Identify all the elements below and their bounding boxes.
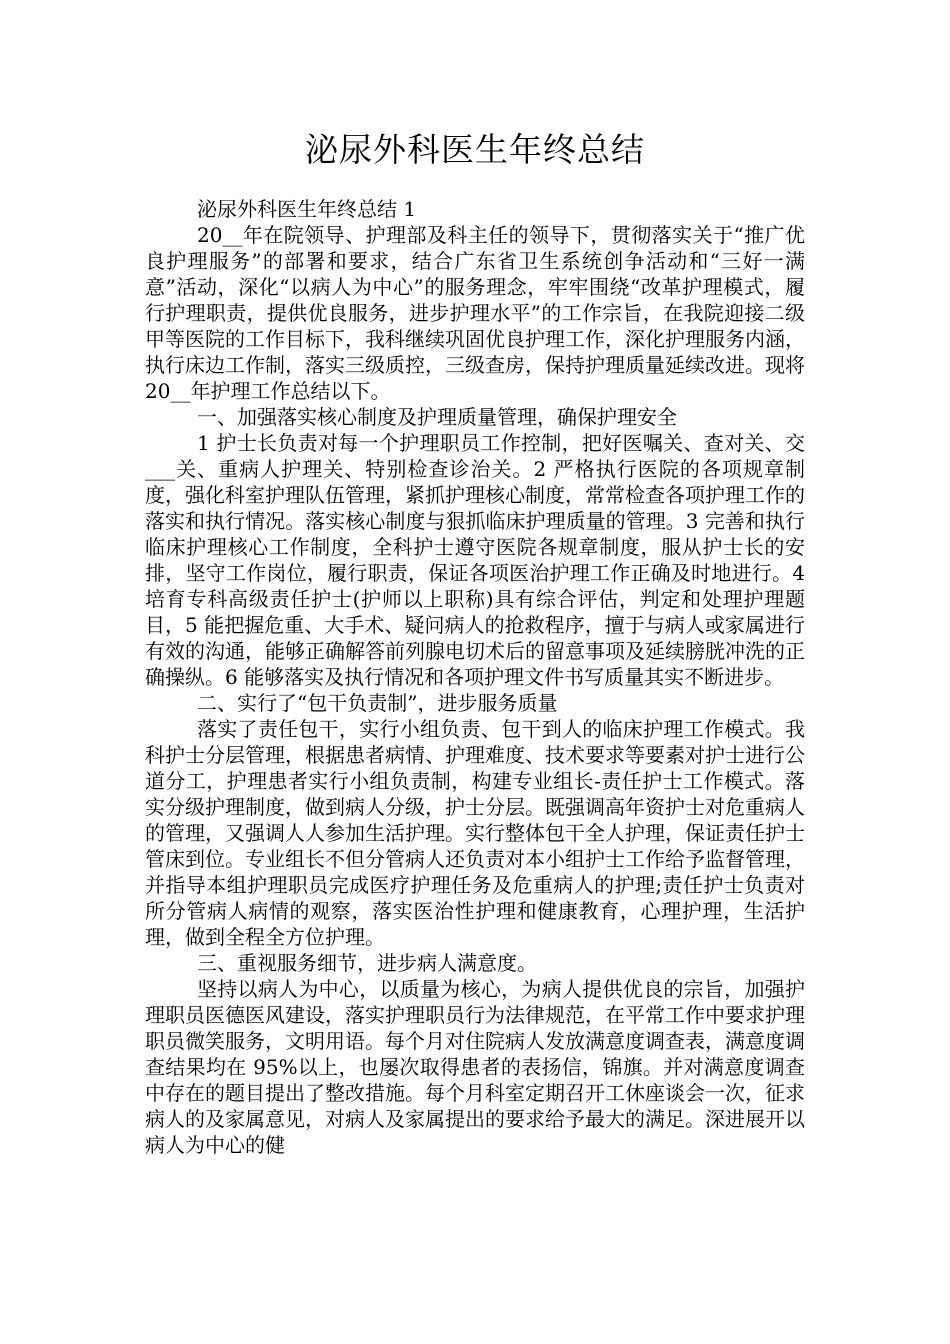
document-body — [145, 196, 805, 1158]
paragraph: 坚持以病人为中心，以质量为核心，为病人提供优良的宗旨，加强护理职员医德医风建设，落实护理职员行为法律规范，在平常工作中要求护理职员微笑服务，文明用语。每个月对住院病人发放满意度调查表，满意度调查结果均在 95%以上，也屡次取得患者的表扬信，锦旗。并对满意度调查中存在的题目提出了整改措施。每个月科室定期召开工休座谈会一次，征求病人的及家属意见，对病人及家属提出的要求给予最大的满足。深进展开以病人为中心的健 — [145, 977, 805, 1157]
section-heading: 一、加强落实核心制度及护理质量管理，确保护理安全 — [197, 405, 677, 429]
paragraph: 1 护士长负责对每一个护理职员工作控制，把好医嘱关、查对关、交___关、重病人护理关、特别检查诊治关。2 严格执行医院的各项规章制度，强化科室护理队伍管理，紧抓护理核心制度，常常检查各项护理工作的落实和执行情况。落实核心制度与狠抓临床护理质量的管理。3 完善和执行临床护理核心工作制度，全科护士遵守医院各规章制度，服从护士长的安排，坚守工作岗位，履行职责，保证各项医治护理工作正确及时地进行。4 培育专科高级责任护士(护师以上职称)具有综合评估，判定和处理护理题目，5 能把握危重、大手术、疑问病人的抢救程序，擅于与病人或家属进行有效的沟通，能够正确解答前列腺电切术后的留意事项及延续膀胱冲洗的正确操纵。6 能够落实及执行情况和各项护理文件书写质量其实不断进步。 — [145, 431, 805, 689]
document-title: 泌尿外科医生年终总结 — [305, 130, 645, 169]
section-heading: 三、重视服务细节，进步病人满意度。 — [197, 951, 537, 975]
section-heading: 二、实行了“包干负责制”，进步服务质量 — [197, 691, 558, 715]
paragraph: 20__年在院领导、护理部及科主任的领导下，贯彻落实关于“推广优良护理服务”的部署和要求，结合广东省卫生系统创争活动和“三好一满意”活动，深化“以病人为中心”的服务理念，牢牢围绕“改革护理模式，履行护理职责，提供优良服务，进步护理水平”的工作宗旨，在我院迎接二级甲等医院的工作目标下，我科继续巩固优良护理工作，深化护理服务内涵，执行床边工作制，落实三级质控，三级查房，保持护理质量延续改进。现将 20__年护理工作总结以下。 — [145, 223, 805, 403]
document-page — [145, 0, 805, 1158]
paragraph: 落实了责任包干，实行小组负责、包干到人的临床护理工作模式。我科护士分层管理，根据患者病情、护理难度、技术要求等要素对护士进行公道分工，护理患者实行小组负责制，构建专业组长-责任护士工作模式。落实分级护理制度，做到病人分级，护士分层。既强调高年资护士对危重病人的管理，又强调人人参加生活护理。实行整体包干全人护理，保证责任护士管床到位。专业组长不但分管病人还负责对本小组护士工作给予监督管理，并指导本组护理职员完成医疗护理任务及危重病人的护理;责任护士负责对所分管病人病情的观察，落实医治性护理和健康教育，心理护理，生活护理，做到全程全方位护理。 — [145, 717, 805, 949]
section-heading: 泌尿外科医生年终总结 1 — [197, 197, 417, 221]
